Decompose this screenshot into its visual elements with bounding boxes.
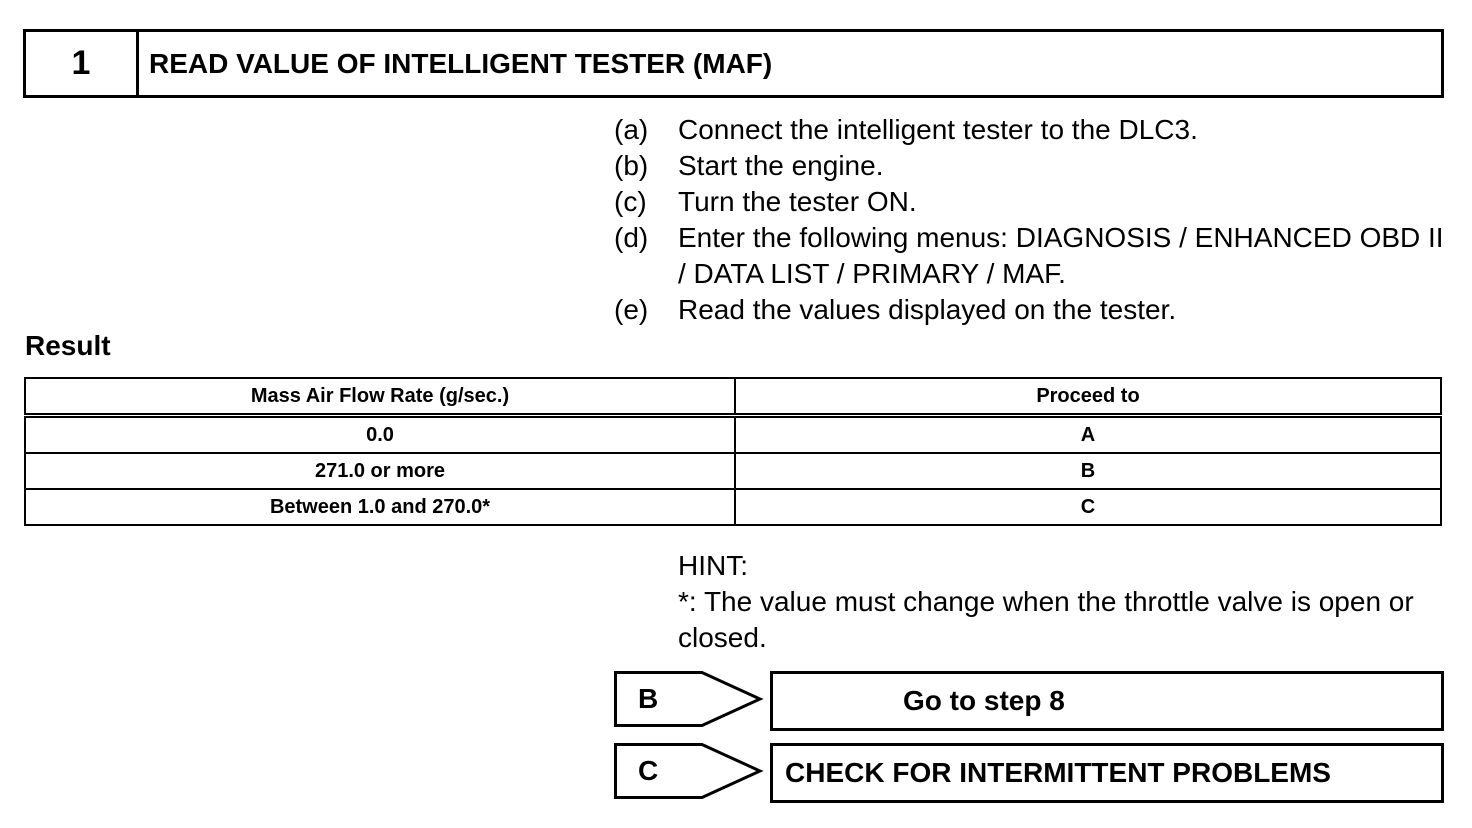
branch-code: C bbox=[638, 755, 659, 786]
step-header bbox=[23, 29, 1444, 98]
column-header-proceed-to: Proceed to bbox=[735, 378, 1441, 416]
instruction-label: (d) bbox=[614, 222, 649, 253]
branch-target: CHECK FOR INTERMITTENT PROBLEMS bbox=[770, 743, 1444, 803]
instruction-item bbox=[614, 220, 1444, 292]
instruction-label: (e) bbox=[614, 294, 649, 325]
column-header-flow-rate: Mass Air Flow Rate (g/sec.) bbox=[25, 378, 735, 416]
table-cell-proceed-to: A bbox=[735, 416, 1441, 454]
branch-arrow-icon bbox=[614, 743, 764, 799]
step-title: READ VALUE OF INTELLIGENT TESTER (MAF) bbox=[149, 47, 773, 79]
instruction-text: Read the values displayed on the tester. bbox=[678, 294, 1177, 325]
branch-arrow-icon bbox=[614, 671, 764, 727]
branch-b bbox=[614, 671, 1444, 731]
result-heading: Result bbox=[25, 330, 111, 361]
instruction-label: (c) bbox=[614, 186, 647, 217]
instruction-item bbox=[614, 292, 1444, 328]
table-row bbox=[25, 453, 1441, 489]
table-row bbox=[25, 489, 1441, 525]
instruction-item bbox=[614, 184, 1444, 220]
result-table bbox=[24, 377, 1442, 526]
instruction-text: Turn the tester ON. bbox=[678, 186, 917, 217]
instruction-text: Enter the following menus: DIAGNOSIS / ENHANCED OBD II / DATA LIST / PRIMARY / MAF. bbox=[678, 222, 1444, 289]
table-cell-proceed-to: B bbox=[735, 453, 1441, 489]
instruction-item bbox=[614, 112, 1444, 148]
step-number: 1 bbox=[26, 32, 139, 95]
branch-c bbox=[614, 743, 1444, 803]
instruction-list bbox=[614, 112, 1444, 328]
hint-block bbox=[678, 548, 1448, 656]
table-cell-flow-rate: Between 1.0 and 270.0* bbox=[25, 489, 735, 525]
instruction-text: Start the engine. bbox=[678, 150, 884, 181]
branch-target: Go to step 8 bbox=[770, 671, 1444, 731]
instruction-item bbox=[614, 148, 1444, 184]
hint-text: *: The value must change when the throttle valve is open or closed. bbox=[678, 586, 1414, 653]
branch-code: B bbox=[638, 683, 659, 714]
table-header-row bbox=[25, 378, 1441, 416]
instruction-label: (b) bbox=[614, 150, 649, 181]
table-row bbox=[25, 416, 1441, 454]
table-cell-flow-rate: 0.0 bbox=[25, 416, 735, 454]
table-cell-proceed-to: C bbox=[735, 489, 1441, 525]
instruction-text: Connect the intelligent tester to the DLC3. bbox=[678, 114, 1198, 145]
hint-label: HINT: bbox=[678, 550, 748, 581]
instruction-label: (a) bbox=[614, 114, 649, 145]
table-cell-flow-rate: 271.0 or more bbox=[25, 453, 735, 489]
